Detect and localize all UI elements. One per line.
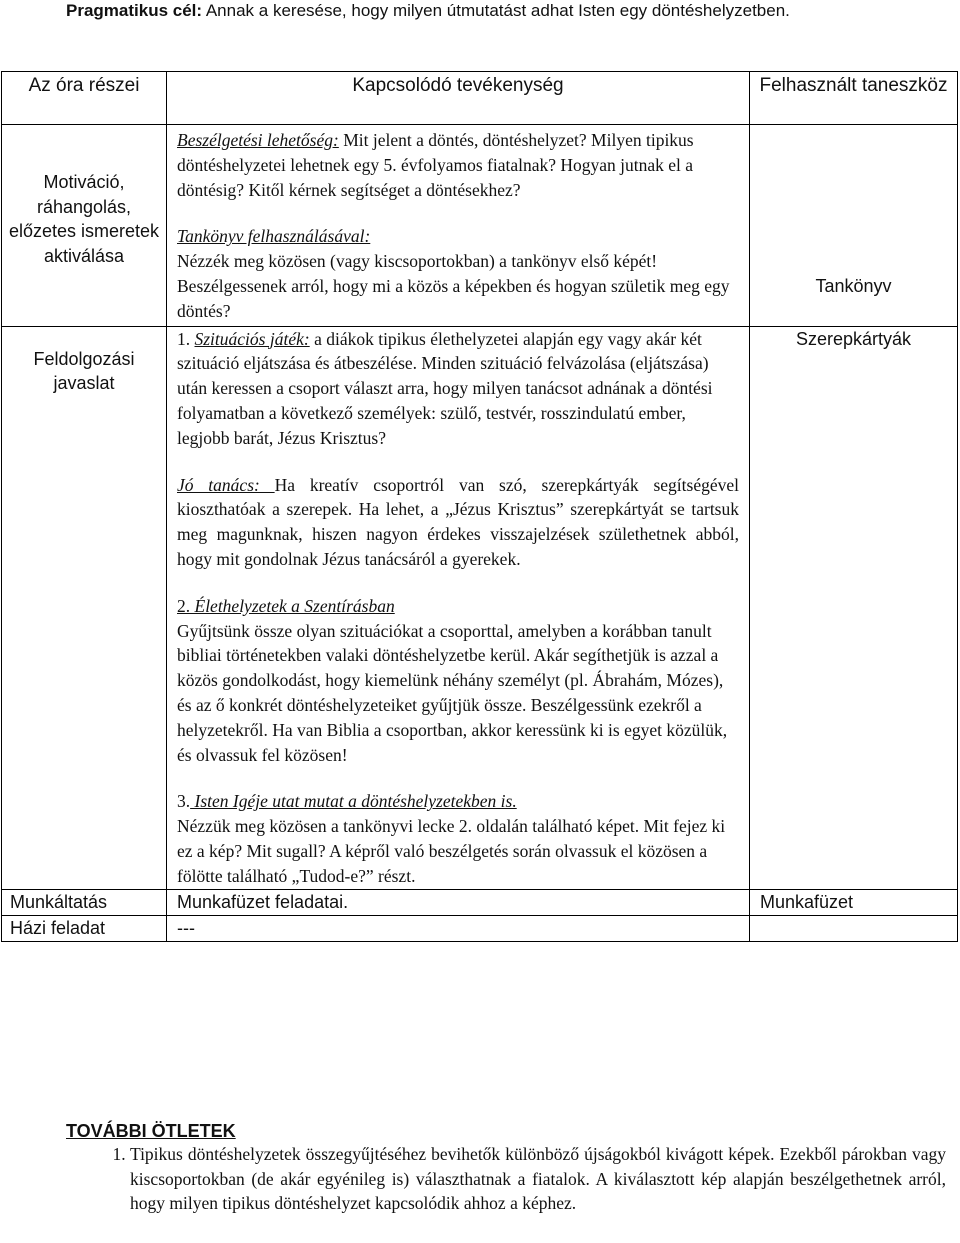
item3-num: 3.	[177, 791, 191, 812]
workbook-row	[2, 889, 958, 915]
homework-row	[2, 915, 958, 941]
processing-tool: Szerepkártyák	[750, 326, 958, 889]
item1-paragraph	[177, 327, 739, 451]
workbook-label: Munkáltatás	[2, 889, 167, 915]
item2-title-line	[177, 594, 739, 619]
item2-title: Élethelyzetek a Szentírásban	[194, 595, 395, 616]
motivation-row	[2, 125, 958, 327]
tip-text: Ha kreatív csoportról van szó, szerepkártyák segítségével kioszthatóak a szerepek. Ha lehet, a „Jézus Krisztus” szerepkártyát se tartsuk meg magunknak, hiszen nagyon érdekes visszajelzések születhetnek abból, hogy mit gondolnak Jézus tanácsáról a gyerekek.	[177, 474, 739, 569]
motivation-label: Motiváció, ráhangolás, előzetes ismeretek aktiválása	[2, 125, 167, 327]
talk-paragraph	[177, 128, 739, 202]
homework-tool	[750, 915, 958, 941]
item1-text: a diákok tipikus élethelyzetei alapján egy vagy akár két szituáció eljátszása és átbeszélése. Minden szituáció felvázolása (eljátszása) után keressen a csoport választ arra, hogy milyen tanácsot adnának a döntési folyamatban a következő személyek: szülő, testvér, rosszindulatú ember, legjobb barát, Jézus Krisztus?	[177, 328, 713, 448]
book-title-line	[177, 224, 739, 249]
motivation-tool: Tankönyv	[750, 125, 958, 327]
homework-activity: ---	[167, 915, 750, 941]
talk-title: Beszélgetési lehetőség:	[177, 130, 339, 150]
talk-text: Mit jelent a döntés, döntéshelyzet? Milyen tipikus döntéshelyzetei lehetnek egy 5. évfolyamos fiatalnak? Hogyan jutnak el a döntésig? Kitől kérnek segítséget a döntésekhez?	[177, 130, 694, 200]
motivation-activity	[167, 125, 750, 327]
book-title: Tankönyv felhasználásával:	[177, 226, 371, 247]
item2-num: 2.	[177, 595, 195, 616]
header-tools: Felhasznált taneszköz	[750, 72, 958, 125]
pragmatic-goal	[66, 0, 946, 22]
more-ideas-title: TOVÁBBI ÖTLETEK	[66, 1121, 236, 1141]
item1-num: 1.	[177, 328, 195, 349]
processing-label: Feldolgozási javaslat	[2, 326, 167, 889]
item3-title-line	[177, 789, 739, 814]
item3-text: Nézzük meg közösen a tankönyvi lecke 2. oldalán található képet. Mit fejez ki ez a kép? Mit sugall? A képről való beszélgetés során olvassuk el közösen a fölötte található „Tudod-e?” részt.	[177, 816, 726, 886]
more-ideas-list	[66, 1142, 946, 1216]
header-activity: Kapcsolódó tevékenység	[167, 72, 750, 125]
lesson-plan-table	[1, 71, 958, 942]
goal-text: Annak a keresése, hogy milyen útmutatást adhat Isten egy döntéshelyzetben.	[202, 1, 790, 20]
more-ideas-section	[66, 1120, 946, 1216]
table-header-row	[2, 72, 958, 125]
homework-label: Házi feladat	[2, 915, 167, 941]
more-ideas-item: 1. Tipikus döntéshelyzetek összegyűjtéséhez bevihetők különböző újságokból kivágott képek. Ezekből párokban vagy kiscsoportokban (de akár egyénileg is) választhatnak a fiatalok. A kiválasztott kép alapján beszélgethetnek arról, hogy milyen tipikus döntéshelyzet kapcsolódik ahhoz a képhez.	[130, 1142, 946, 1216]
header-parts: Az óra részei	[2, 72, 167, 125]
tip-title: Jó tanács:	[177, 474, 275, 495]
item2-text: Gyűjtsünk össze olyan szituációkat a csoporttal, amelyben a korábban tanult bibliai történetekben valaki döntéshelyzetbe kerül. Akár segíthetjük is azzal a közös gondolkodást, hogy kiemelünk néhány személyt (pl. Ábrahám, Mózes), és az ő konkrét döntéshelyzeteiket gyűjtjük össze. Beszélgessünk ezekről a helyzetekről. Ha van Biblia a csoportban, akkor keressünk ki is egyet közülük, és olvassuk fel közösen!	[177, 620, 728, 765]
tip-paragraph	[177, 473, 739, 572]
goal-label: Pragmatikus cél:	[66, 1, 203, 20]
processing-row	[2, 326, 958, 889]
workbook-activity: Munkafüzet feladatai.	[167, 889, 750, 915]
book-text: Nézzék meg közösen (vagy kiscsoportokban) a tankönyv első képét! Beszélgessenek arról, hogy mi a közös a képekben és hogyan születik meg egy döntés?	[177, 251, 730, 321]
item3-title: Isten Igéje utat mutat a döntéshelyzetekben is.	[190, 791, 517, 812]
workbook-tool: Munkafüzet	[750, 889, 958, 915]
item1-title: Szituációs játék:	[194, 328, 310, 349]
processing-activity	[167, 326, 750, 889]
